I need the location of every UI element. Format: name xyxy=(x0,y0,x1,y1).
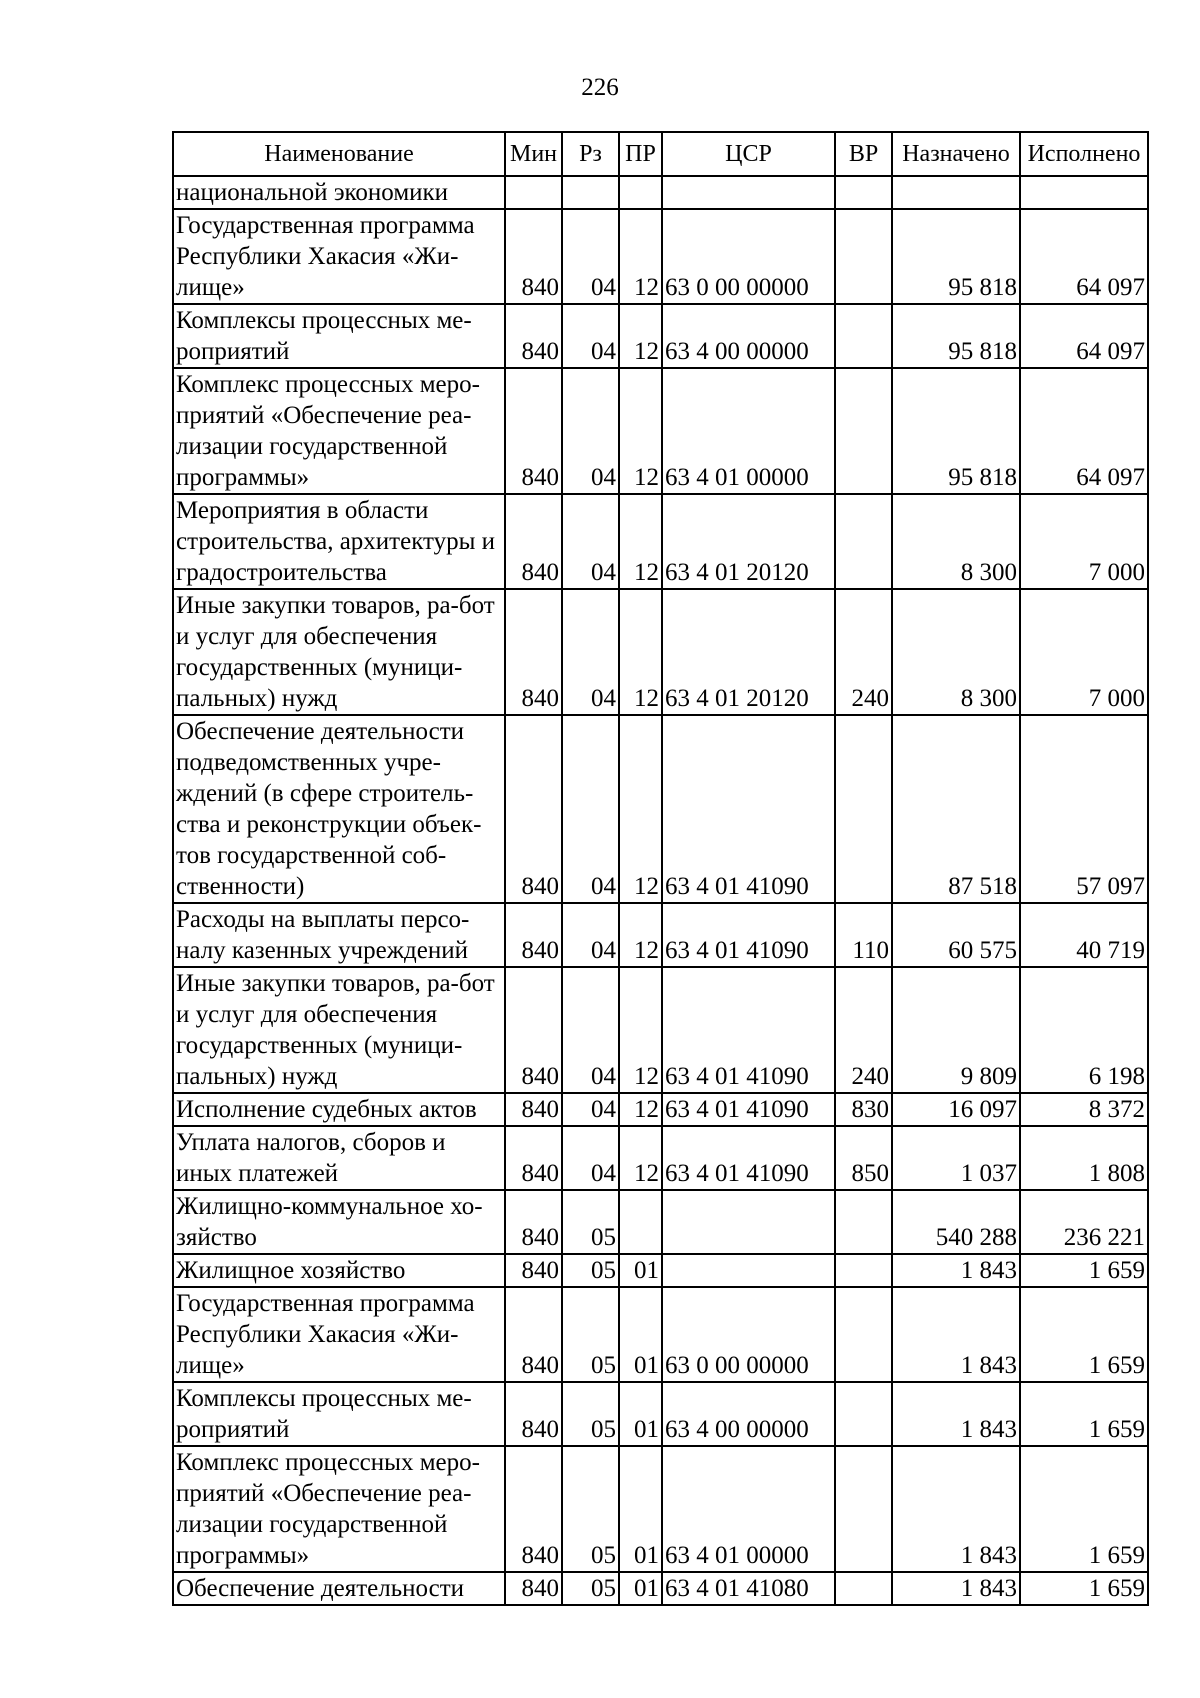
cell-vr xyxy=(835,1190,892,1254)
cell-min: 840 xyxy=(505,1093,562,1126)
cell-min: 840 xyxy=(505,1382,562,1446)
cell-rz: 04 xyxy=(562,209,619,304)
cell-rz: 05 xyxy=(562,1190,619,1254)
cell-name: Государственная программа Республики Хакасия «Жи-лище» xyxy=(173,1287,505,1382)
table-row xyxy=(173,967,1148,1093)
header-assigned: Назначено xyxy=(892,132,1020,176)
cell-csr: 63 0 00 00000 xyxy=(662,1287,835,1382)
cell-assigned: 60 575 xyxy=(892,903,1020,967)
cell-min: 840 xyxy=(505,494,562,589)
table-row xyxy=(173,494,1148,589)
cell-assigned xyxy=(892,176,1020,209)
table-row xyxy=(173,1254,1148,1287)
cell-min: 840 xyxy=(505,1190,562,1254)
cell-vr xyxy=(835,304,892,368)
cell-vr xyxy=(835,368,892,494)
cell-rz: 04 xyxy=(562,715,619,903)
cell-pr: 01 xyxy=(619,1446,662,1572)
cell-csr: 63 4 01 00000 xyxy=(662,368,835,494)
cell-csr xyxy=(662,1254,835,1287)
cell-vr: 830 xyxy=(835,1093,892,1126)
cell-name: Комплекс процессных меро-приятий «Обеспечение реа-лизации государственной программы» xyxy=(173,1446,505,1572)
cell-rz xyxy=(562,176,619,209)
cell-pr xyxy=(619,176,662,209)
cell-rz: 04 xyxy=(562,368,619,494)
cell-min: 840 xyxy=(505,304,562,368)
cell-min: 840 xyxy=(505,589,562,715)
cell-rz: 04 xyxy=(562,304,619,368)
cell-pr: 12 xyxy=(619,304,662,368)
header-csr: ЦСР xyxy=(662,132,835,176)
cell-name: Жилищное хозяйство xyxy=(173,1254,505,1287)
header-executed: Исполнено xyxy=(1020,132,1148,176)
cell-vr xyxy=(835,176,892,209)
cell-csr: 63 4 01 41090 xyxy=(662,903,835,967)
cell-name: Мероприятия в области строительства, архитектуры и градостроительства xyxy=(173,494,505,589)
cell-rz: 04 xyxy=(562,903,619,967)
table-row xyxy=(173,715,1148,903)
header-rz: Рз xyxy=(562,132,619,176)
cell-assigned: 1 843 xyxy=(892,1382,1020,1446)
table-row xyxy=(173,368,1148,494)
cell-executed: 64 097 xyxy=(1020,304,1148,368)
cell-pr: 12 xyxy=(619,494,662,589)
cell-assigned: 87 518 xyxy=(892,715,1020,903)
page-number: 226 xyxy=(581,74,619,101)
cell-pr: 12 xyxy=(619,1093,662,1126)
header-vr: ВР xyxy=(835,132,892,176)
cell-csr: 63 4 01 41090 xyxy=(662,967,835,1093)
cell-executed: 7 000 xyxy=(1020,589,1148,715)
table-row xyxy=(173,209,1148,304)
cell-csr: 63 4 01 41090 xyxy=(662,1093,835,1126)
cell-vr xyxy=(835,1572,892,1605)
cell-pr: 01 xyxy=(619,1287,662,1382)
cell-assigned: 9 809 xyxy=(892,967,1020,1093)
cell-pr: 12 xyxy=(619,1126,662,1190)
cell-vr: 240 xyxy=(835,589,892,715)
cell-rz: 05 xyxy=(562,1254,619,1287)
cell-assigned: 1 037 xyxy=(892,1126,1020,1190)
cell-rz: 05 xyxy=(562,1287,619,1382)
cell-pr: 12 xyxy=(619,967,662,1093)
cell-min: 840 xyxy=(505,1446,562,1572)
cell-name: Обеспечение деятельности подведомственных учре-ждений (в сфере строитель-ства и реконструкции объек-тов государственной соб-ственности) xyxy=(173,715,505,903)
cell-min: 840 xyxy=(505,1572,562,1605)
cell-executed: 8 372 xyxy=(1020,1093,1148,1126)
cell-executed: 1 659 xyxy=(1020,1446,1148,1572)
cell-vr: 850 xyxy=(835,1126,892,1190)
cell-assigned: 16 097 xyxy=(892,1093,1020,1126)
cell-rz: 04 xyxy=(562,589,619,715)
cell-executed: 1 808 xyxy=(1020,1126,1148,1190)
cell-min: 840 xyxy=(505,1254,562,1287)
cell-executed xyxy=(1020,176,1148,209)
cell-min: 840 xyxy=(505,967,562,1093)
cell-name: Комплексы процессных ме-роприятий xyxy=(173,1382,505,1446)
table-body xyxy=(173,176,1148,1605)
cell-csr: 63 4 01 20120 xyxy=(662,589,835,715)
cell-csr: 63 4 01 41090 xyxy=(662,715,835,903)
cell-min: 840 xyxy=(505,209,562,304)
header-pr: ПР xyxy=(619,132,662,176)
cell-csr: 63 4 01 00000 xyxy=(662,1446,835,1572)
header-row xyxy=(173,132,1148,176)
cell-pr: 12 xyxy=(619,903,662,967)
cell-csr: 63 4 00 00000 xyxy=(662,304,835,368)
cell-assigned: 8 300 xyxy=(892,494,1020,589)
cell-name: Уплата налогов, сборов и иных платежей xyxy=(173,1126,505,1190)
cell-pr: 12 xyxy=(619,368,662,494)
cell-csr: 63 4 01 41080 xyxy=(662,1572,835,1605)
cell-assigned: 1 843 xyxy=(892,1287,1020,1382)
cell-assigned: 1 843 xyxy=(892,1572,1020,1605)
table-row xyxy=(173,176,1148,209)
cell-pr xyxy=(619,1190,662,1254)
cell-executed: 64 097 xyxy=(1020,209,1148,304)
cell-min: 840 xyxy=(505,368,562,494)
cell-vr xyxy=(835,494,892,589)
cell-vr: 110 xyxy=(835,903,892,967)
cell-csr xyxy=(662,176,835,209)
cell-rz: 05 xyxy=(562,1572,619,1605)
cell-vr xyxy=(835,1287,892,1382)
table-row xyxy=(173,589,1148,715)
cell-executed: 6 198 xyxy=(1020,967,1148,1093)
cell-pr: 12 xyxy=(619,715,662,903)
cell-assigned: 95 818 xyxy=(892,368,1020,494)
cell-min: 840 xyxy=(505,1287,562,1382)
cell-vr xyxy=(835,1254,892,1287)
cell-executed: 1 659 xyxy=(1020,1287,1148,1382)
cell-executed: 1 659 xyxy=(1020,1382,1148,1446)
cell-min: 840 xyxy=(505,715,562,903)
cell-executed: 1 659 xyxy=(1020,1572,1148,1605)
cell-name: Обеспечение деятельности xyxy=(173,1572,505,1605)
table-row xyxy=(173,1382,1148,1446)
table-row xyxy=(173,1093,1148,1126)
cell-executed: 7 000 xyxy=(1020,494,1148,589)
header-min: Мин xyxy=(505,132,562,176)
cell-name: Иные закупки товаров, ра-бот и услуг для обеспечения государственных (муници-пальных) нужд xyxy=(173,967,505,1093)
cell-name: Иные закупки товаров, ра-бот и услуг для обеспечения государственных (муници-пальных) нужд xyxy=(173,589,505,715)
cell-executed: 236 221 xyxy=(1020,1190,1148,1254)
header-name: Наименование xyxy=(173,132,505,176)
budget-table xyxy=(172,131,1149,1606)
cell-executed: 40 719 xyxy=(1020,903,1148,967)
table-row xyxy=(173,1446,1148,1572)
cell-executed: 64 097 xyxy=(1020,368,1148,494)
cell-vr xyxy=(835,1446,892,1572)
cell-name: национальной экономики xyxy=(173,176,505,209)
cell-min: 840 xyxy=(505,903,562,967)
cell-vr: 240 xyxy=(835,967,892,1093)
cell-rz: 04 xyxy=(562,494,619,589)
cell-assigned: 95 818 xyxy=(892,304,1020,368)
cell-csr: 63 4 00 00000 xyxy=(662,1382,835,1446)
cell-min: 840 xyxy=(505,1126,562,1190)
cell-assigned: 1 843 xyxy=(892,1446,1020,1572)
table-row xyxy=(173,1572,1148,1605)
cell-name: Исполнение судебных актов xyxy=(173,1093,505,1126)
cell-rz: 05 xyxy=(562,1382,619,1446)
cell-assigned: 8 300 xyxy=(892,589,1020,715)
cell-name: Расходы на выплаты персо-налу казенных учреждений xyxy=(173,903,505,967)
cell-rz: 05 xyxy=(562,1446,619,1572)
cell-rz: 04 xyxy=(562,1126,619,1190)
table-row xyxy=(173,903,1148,967)
cell-rz: 04 xyxy=(562,967,619,1093)
table-row xyxy=(173,1287,1148,1382)
cell-pr: 01 xyxy=(619,1382,662,1446)
cell-pr: 01 xyxy=(619,1254,662,1287)
cell-assigned: 1 843 xyxy=(892,1254,1020,1287)
cell-pr: 01 xyxy=(619,1572,662,1605)
cell-executed: 1 659 xyxy=(1020,1254,1148,1287)
cell-name: Комплексы процессных ме-роприятий xyxy=(173,304,505,368)
cell-pr: 12 xyxy=(619,209,662,304)
cell-csr: 63 4 01 41090 xyxy=(662,1126,835,1190)
cell-name: Комплекс процессных меро-приятий «Обеспечение реа-лизации государственной программы» xyxy=(173,368,505,494)
cell-name: Жилищно-коммунальное хо-зяйство xyxy=(173,1190,505,1254)
cell-vr xyxy=(835,209,892,304)
cell-assigned: 95 818 xyxy=(892,209,1020,304)
table-row xyxy=(173,1190,1148,1254)
cell-name: Государственная программа Республики Хакасия «Жи-лище» xyxy=(173,209,505,304)
cell-csr: 63 0 00 00000 xyxy=(662,209,835,304)
cell-pr: 12 xyxy=(619,589,662,715)
table-row xyxy=(173,304,1148,368)
cell-vr xyxy=(835,1382,892,1446)
cell-csr: 63 4 01 20120 xyxy=(662,494,835,589)
cell-assigned: 540 288 xyxy=(892,1190,1020,1254)
cell-executed: 57 097 xyxy=(1020,715,1148,903)
table-row xyxy=(173,1126,1148,1190)
cell-rz: 04 xyxy=(562,1093,619,1126)
cell-min xyxy=(505,176,562,209)
cell-vr xyxy=(835,715,892,903)
cell-csr xyxy=(662,1190,835,1254)
